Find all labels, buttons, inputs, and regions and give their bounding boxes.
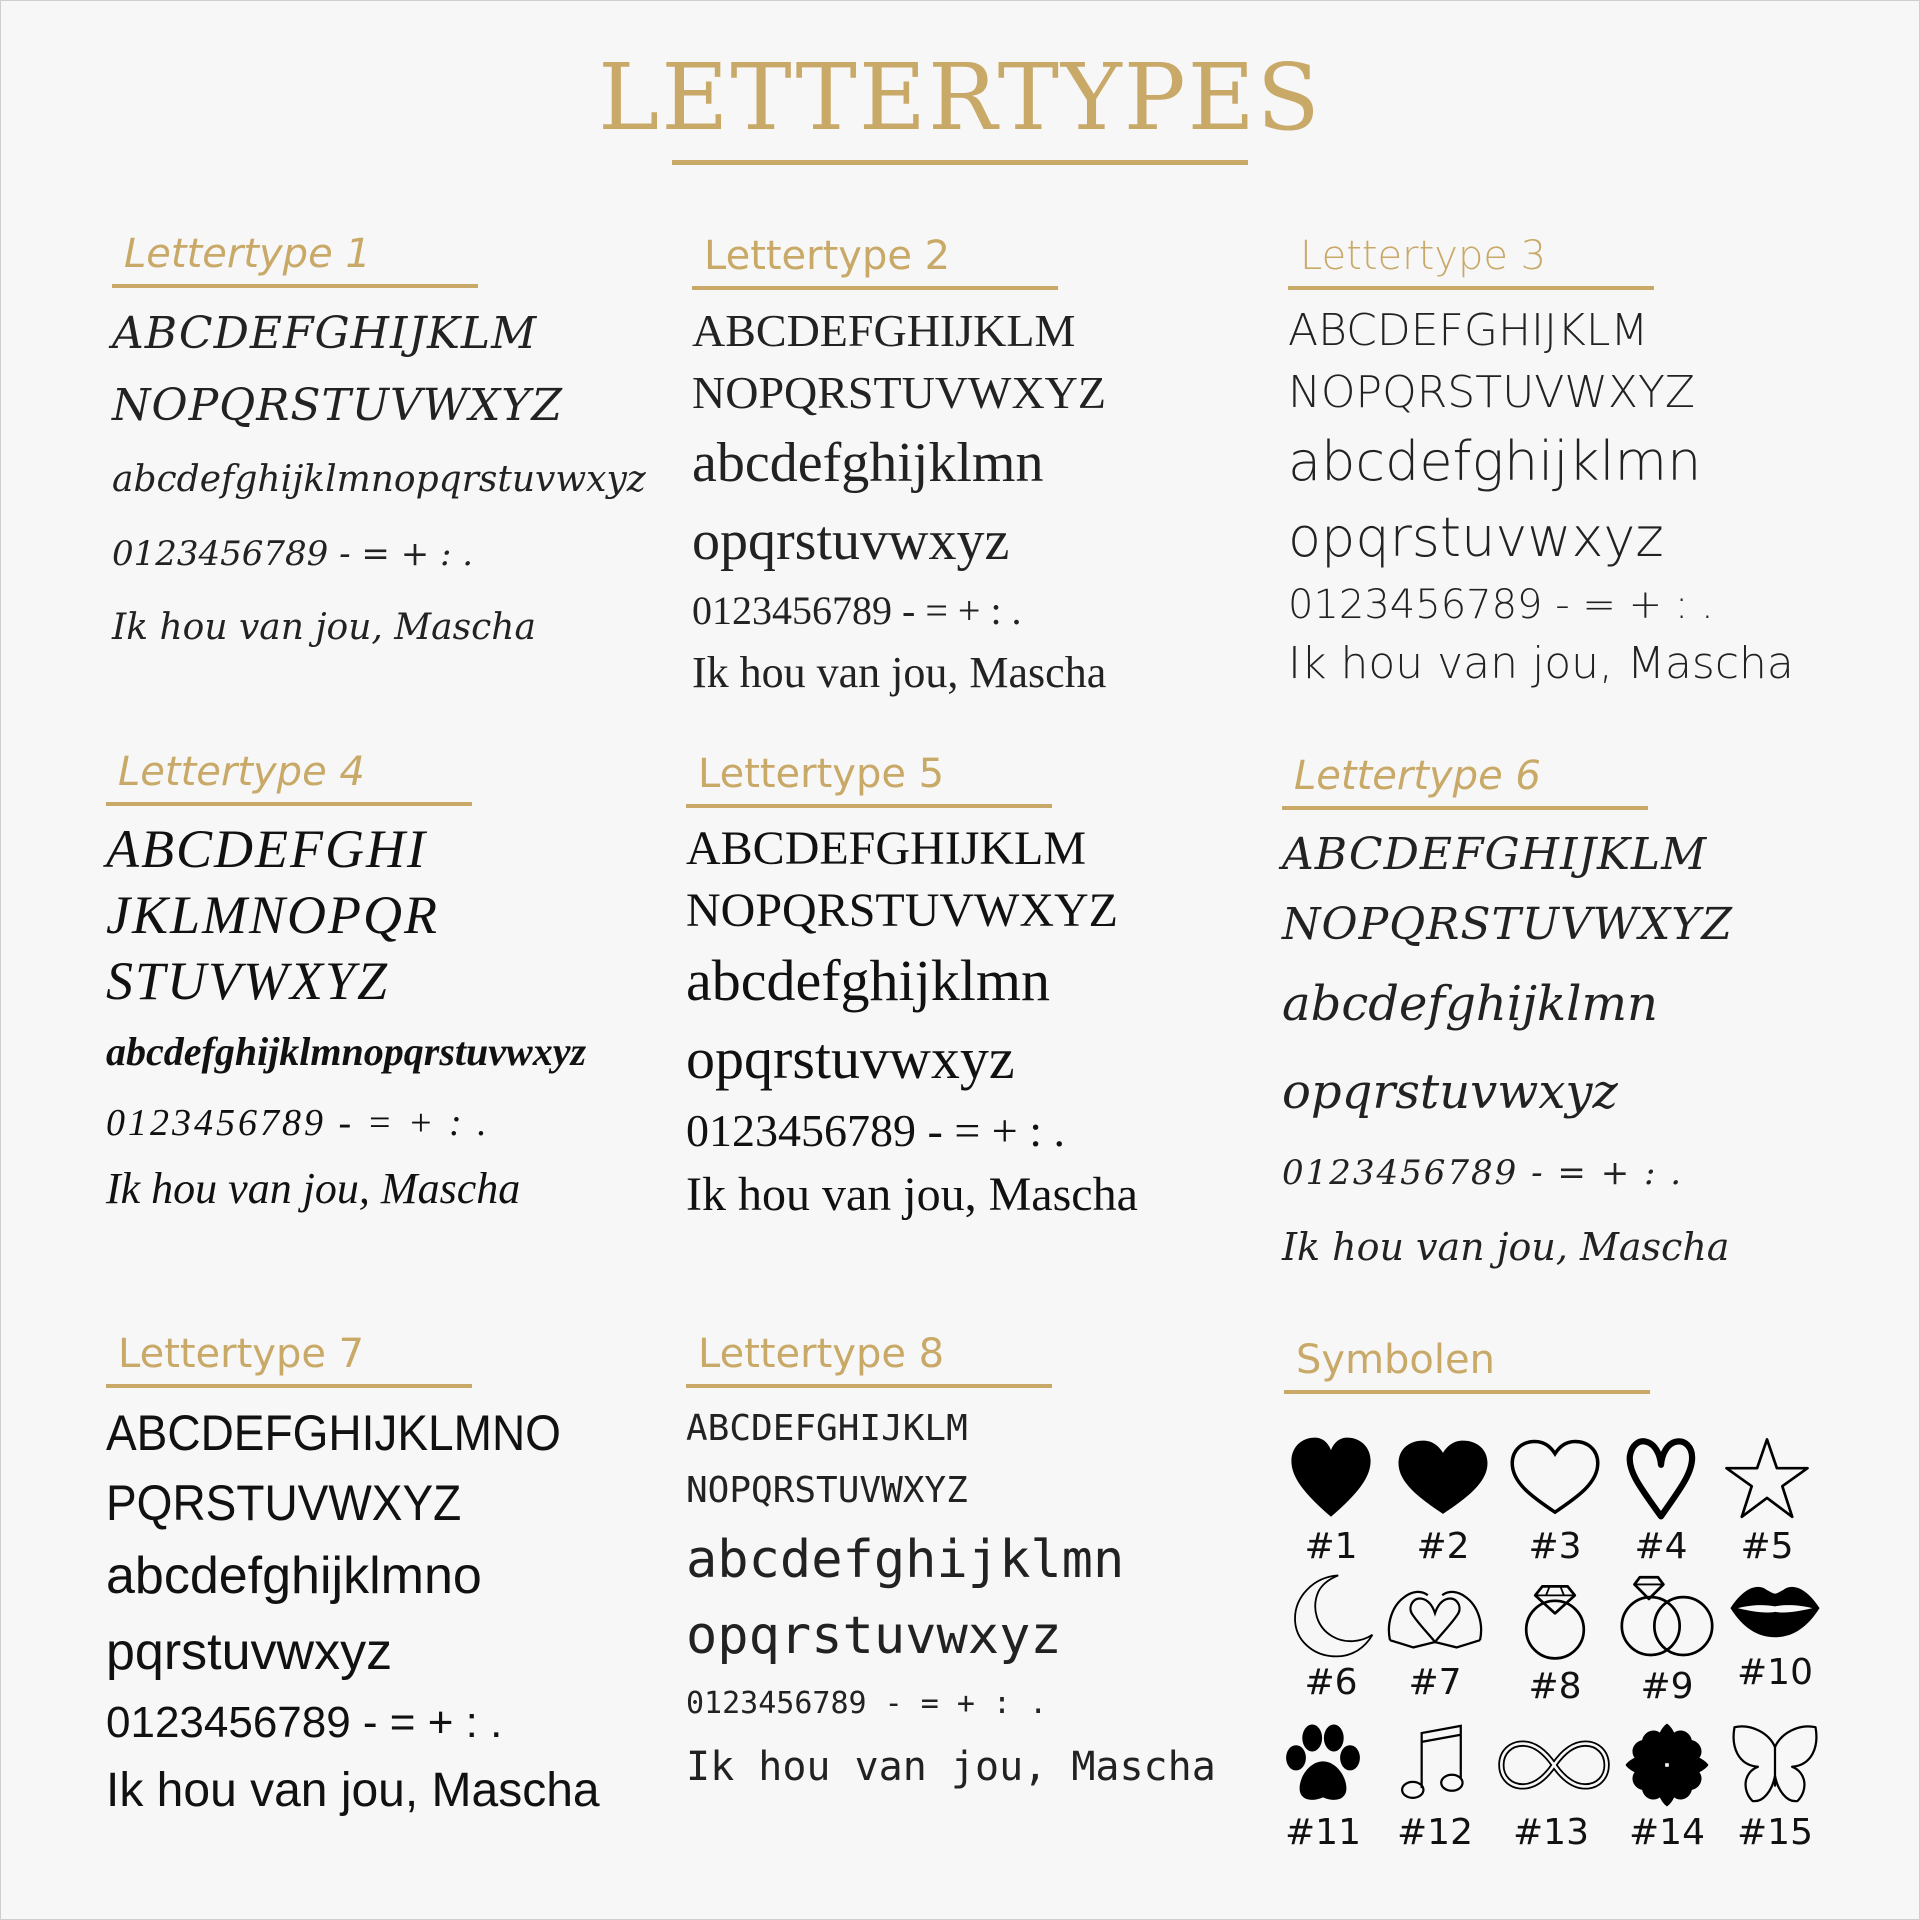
- symbol-number: #13: [1513, 1812, 1589, 1853]
- numbers-line: 0123456789 - = + : .: [1282, 1153, 1684, 1193]
- symbol-6[interactable]: [1276, 1570, 1386, 1703]
- lowercase-line: abcdefghijklmn: [686, 948, 1051, 1013]
- font-sample-8: [686, 1328, 1216, 1800]
- symbol-number: #1: [1304, 1526, 1358, 1567]
- symbol-number: #11: [1285, 1812, 1361, 1853]
- numbers-line: 0123456789 - = + : .: [686, 1105, 1065, 1156]
- sample-sentence: Ik hou van jou, Mascha: [1288, 638, 1794, 689]
- font-sample-6: [1282, 750, 1733, 1284]
- uppercase-line: ABCDEFGHIJKLM: [686, 822, 1087, 875]
- heading-rule: [1288, 286, 1654, 290]
- butterfly-icon: [1725, 1720, 1825, 1810]
- symbol-number: #5: [1740, 1526, 1794, 1567]
- font-heading: Lettertype 3: [1300, 233, 1547, 279]
- uppercase-line: ABCDEFGHIJKLM: [1288, 305, 1649, 356]
- lowercase-line: abcdefghijklmn: [692, 432, 1044, 494]
- uppercase-line: STUVWXYZ: [106, 951, 390, 1011]
- heading-rule: [686, 1384, 1052, 1388]
- numbers-line: 0123456789 - = + : .: [1288, 582, 1714, 628]
- lowercase-line: abcdefghijklmno: [106, 1547, 482, 1605]
- numbers-line: 0123456789 - = + : .: [112, 534, 474, 574]
- symbol-number: #12: [1397, 1812, 1473, 1853]
- title-underline: [672, 160, 1248, 165]
- font-sample-2: [692, 230, 1106, 704]
- numbers-line: 0123456789 - = + : .: [106, 1698, 503, 1747]
- lowercase-line: opqrstuvwxyz: [686, 1606, 1062, 1666]
- lowercase-line: abcdefghijklmn: [686, 1530, 1125, 1590]
- lowercase-line: opqrstuvwxyz: [1288, 506, 1664, 569]
- diamond-ring-icon: [1510, 1570, 1600, 1664]
- heart-filled-icon: [1286, 1434, 1376, 1524]
- sample-sentence: Ik hou van jou, Mascha: [106, 1764, 600, 1817]
- lowercase-line: abcdefghijklmnopqrstuvwxyz: [112, 459, 646, 500]
- font-heading: Lettertype 7: [118, 1331, 365, 1377]
- font-heading: Lettertype 5: [698, 751, 945, 797]
- lowercase-line: pqrstuvwxyz: [106, 1623, 393, 1681]
- uppercase-line: NOPQRSTUVWXYZ: [112, 380, 563, 431]
- heading-rule: [106, 1384, 472, 1388]
- uppercase-line: ABCDEFGHIJKLM: [686, 1408, 968, 1449]
- font-sample-1: [112, 228, 646, 666]
- symbol-10[interactable]: [1720, 1570, 1830, 1693]
- uppercase-line: NOPQRSTUVWXYZ: [686, 884, 1118, 937]
- numbers-line: 0123456789 - = + : .: [692, 588, 1022, 633]
- symbol-11[interactable]: [1268, 1720, 1378, 1853]
- font-sample-3: [1288, 230, 1794, 694]
- heart-outline-icon: [1507, 1434, 1603, 1524]
- uppercase-line: ABCDEFGHIJKLMNO: [106, 1405, 561, 1461]
- symbol-9[interactable]: [1612, 1570, 1722, 1707]
- clover-icon: [1622, 1720, 1712, 1810]
- numbers-line: 0123456789 - = + : .: [686, 1686, 1048, 1721]
- symbols-section: [1284, 1334, 1650, 1404]
- sample-sentence: Ik hou van jou, Mascha: [106, 1164, 521, 1213]
- lowercase-line: opqrstuvwxyz: [692, 510, 1010, 572]
- sample-sentence: Ik hou van jou, Mascha: [692, 648, 1107, 697]
- symbol-14[interactable]: [1612, 1720, 1722, 1853]
- lips-icon: [1725, 1570, 1825, 1650]
- page-title: LETTERTYPES: [598, 44, 1322, 151]
- font-sample-4: [106, 746, 586, 1222]
- symbol-12[interactable]: [1380, 1720, 1490, 1853]
- heart-thin-outline-icon: [1621, 1434, 1701, 1524]
- symbol-number: #10: [1737, 1652, 1813, 1693]
- star-outline-icon: [1722, 1434, 1812, 1524]
- uppercase-line: ABCDEFGHI: [106, 819, 427, 879]
- symbol-15[interactable]: [1720, 1720, 1830, 1853]
- symbol-5[interactable]: [1712, 1434, 1822, 1567]
- symbol-number: #8: [1528, 1666, 1582, 1707]
- paw-print-icon: [1278, 1720, 1368, 1810]
- sample-sentence: Ik hou van jou, Mascha: [686, 1168, 1138, 1221]
- lowercase-line: opqrstuvwxyz: [686, 1026, 1015, 1091]
- symbol-number: #3: [1528, 1526, 1582, 1567]
- symbol-number: #9: [1640, 1666, 1694, 1707]
- heading-rule: [106, 802, 472, 806]
- lowercase-line: abcdefghijklmn: [1282, 976, 1658, 1032]
- sample-sentence: Ik hou van jou, Mascha: [112, 607, 536, 648]
- symbol-3[interactable]: [1500, 1434, 1610, 1567]
- uppercase-line: NOPQRSTUVWXYZ: [692, 367, 1106, 418]
- font-heading: Lettertype 4: [118, 749, 365, 795]
- sample-sentence: Ik hou van jou, Mascha: [1282, 1225, 1730, 1269]
- uppercase-line: ABCDEFGHIJKLM: [1282, 829, 1708, 880]
- heading-rule: [692, 286, 1058, 290]
- numbers-line: 0123456789 - = + : .: [106, 1102, 490, 1144]
- font-heading: Lettertype 1: [124, 231, 371, 277]
- symbols-heading: Symbolen: [1296, 1337, 1495, 1383]
- hands-heart-icon: [1380, 1570, 1490, 1660]
- symbol-number: #14: [1629, 1812, 1705, 1853]
- font-sample-5: [686, 748, 1138, 1226]
- font-heading: Lettertype 2: [704, 233, 951, 279]
- infinity-icon: [1496, 1720, 1612, 1810]
- uppercase-line: PQRSTUVWXYZ: [106, 1475, 462, 1531]
- lowercase-line: abcdefghijklmnopqrstuvwxyz: [106, 1029, 587, 1074]
- uppercase-line: ABCDEFGHIJKLM: [692, 305, 1076, 356]
- font-heading: Lettertype 8: [698, 1331, 945, 1377]
- crescent-moon-icon: [1286, 1570, 1376, 1660]
- music-note-icon: [1395, 1720, 1475, 1810]
- symbol-8[interactable]: [1500, 1570, 1610, 1707]
- heart-wide-filled-icon: [1395, 1434, 1491, 1524]
- wedding-rings-icon: [1612, 1570, 1722, 1664]
- symbol-2[interactable]: [1388, 1434, 1498, 1567]
- symbol-13[interactable]: [1496, 1720, 1606, 1853]
- uppercase-line: NOPQRSTUVWXYZ: [1288, 367, 1696, 418]
- uppercase-line: JKLMNOPQR: [106, 885, 439, 945]
- lowercase-line: abcdefghijklmn: [1288, 430, 1702, 493]
- heading-rule: [686, 804, 1052, 808]
- symbol-number: #15: [1737, 1812, 1813, 1853]
- heading-rule: [112, 284, 478, 288]
- uppercase-line: NOPQRSTUVWXYZ: [1282, 899, 1733, 950]
- symbol-number: #7: [1408, 1662, 1462, 1703]
- symbol-number: #2: [1416, 1526, 1470, 1567]
- heading-rule: [1284, 1390, 1650, 1394]
- symbol-number: #6: [1304, 1662, 1358, 1703]
- symbol-4[interactable]: [1606, 1434, 1716, 1567]
- symbol-7[interactable]: [1380, 1570, 1490, 1703]
- font-heading: Lettertype 6: [1294, 753, 1541, 799]
- uppercase-line: ABCDEFGHIJKLM: [112, 308, 538, 359]
- sample-sentence: Ik hou van jou, Mascha: [686, 1744, 1216, 1790]
- lowercase-line: opqrstuvwxyz: [1282, 1064, 1618, 1120]
- heading-rule: [1282, 806, 1648, 810]
- symbol-number: #4: [1634, 1526, 1688, 1567]
- uppercase-line: NOPQRSTUVWXYZ: [686, 1470, 968, 1511]
- font-sample-7: [106, 1328, 601, 1826]
- symbol-1[interactable]: [1276, 1434, 1386, 1567]
